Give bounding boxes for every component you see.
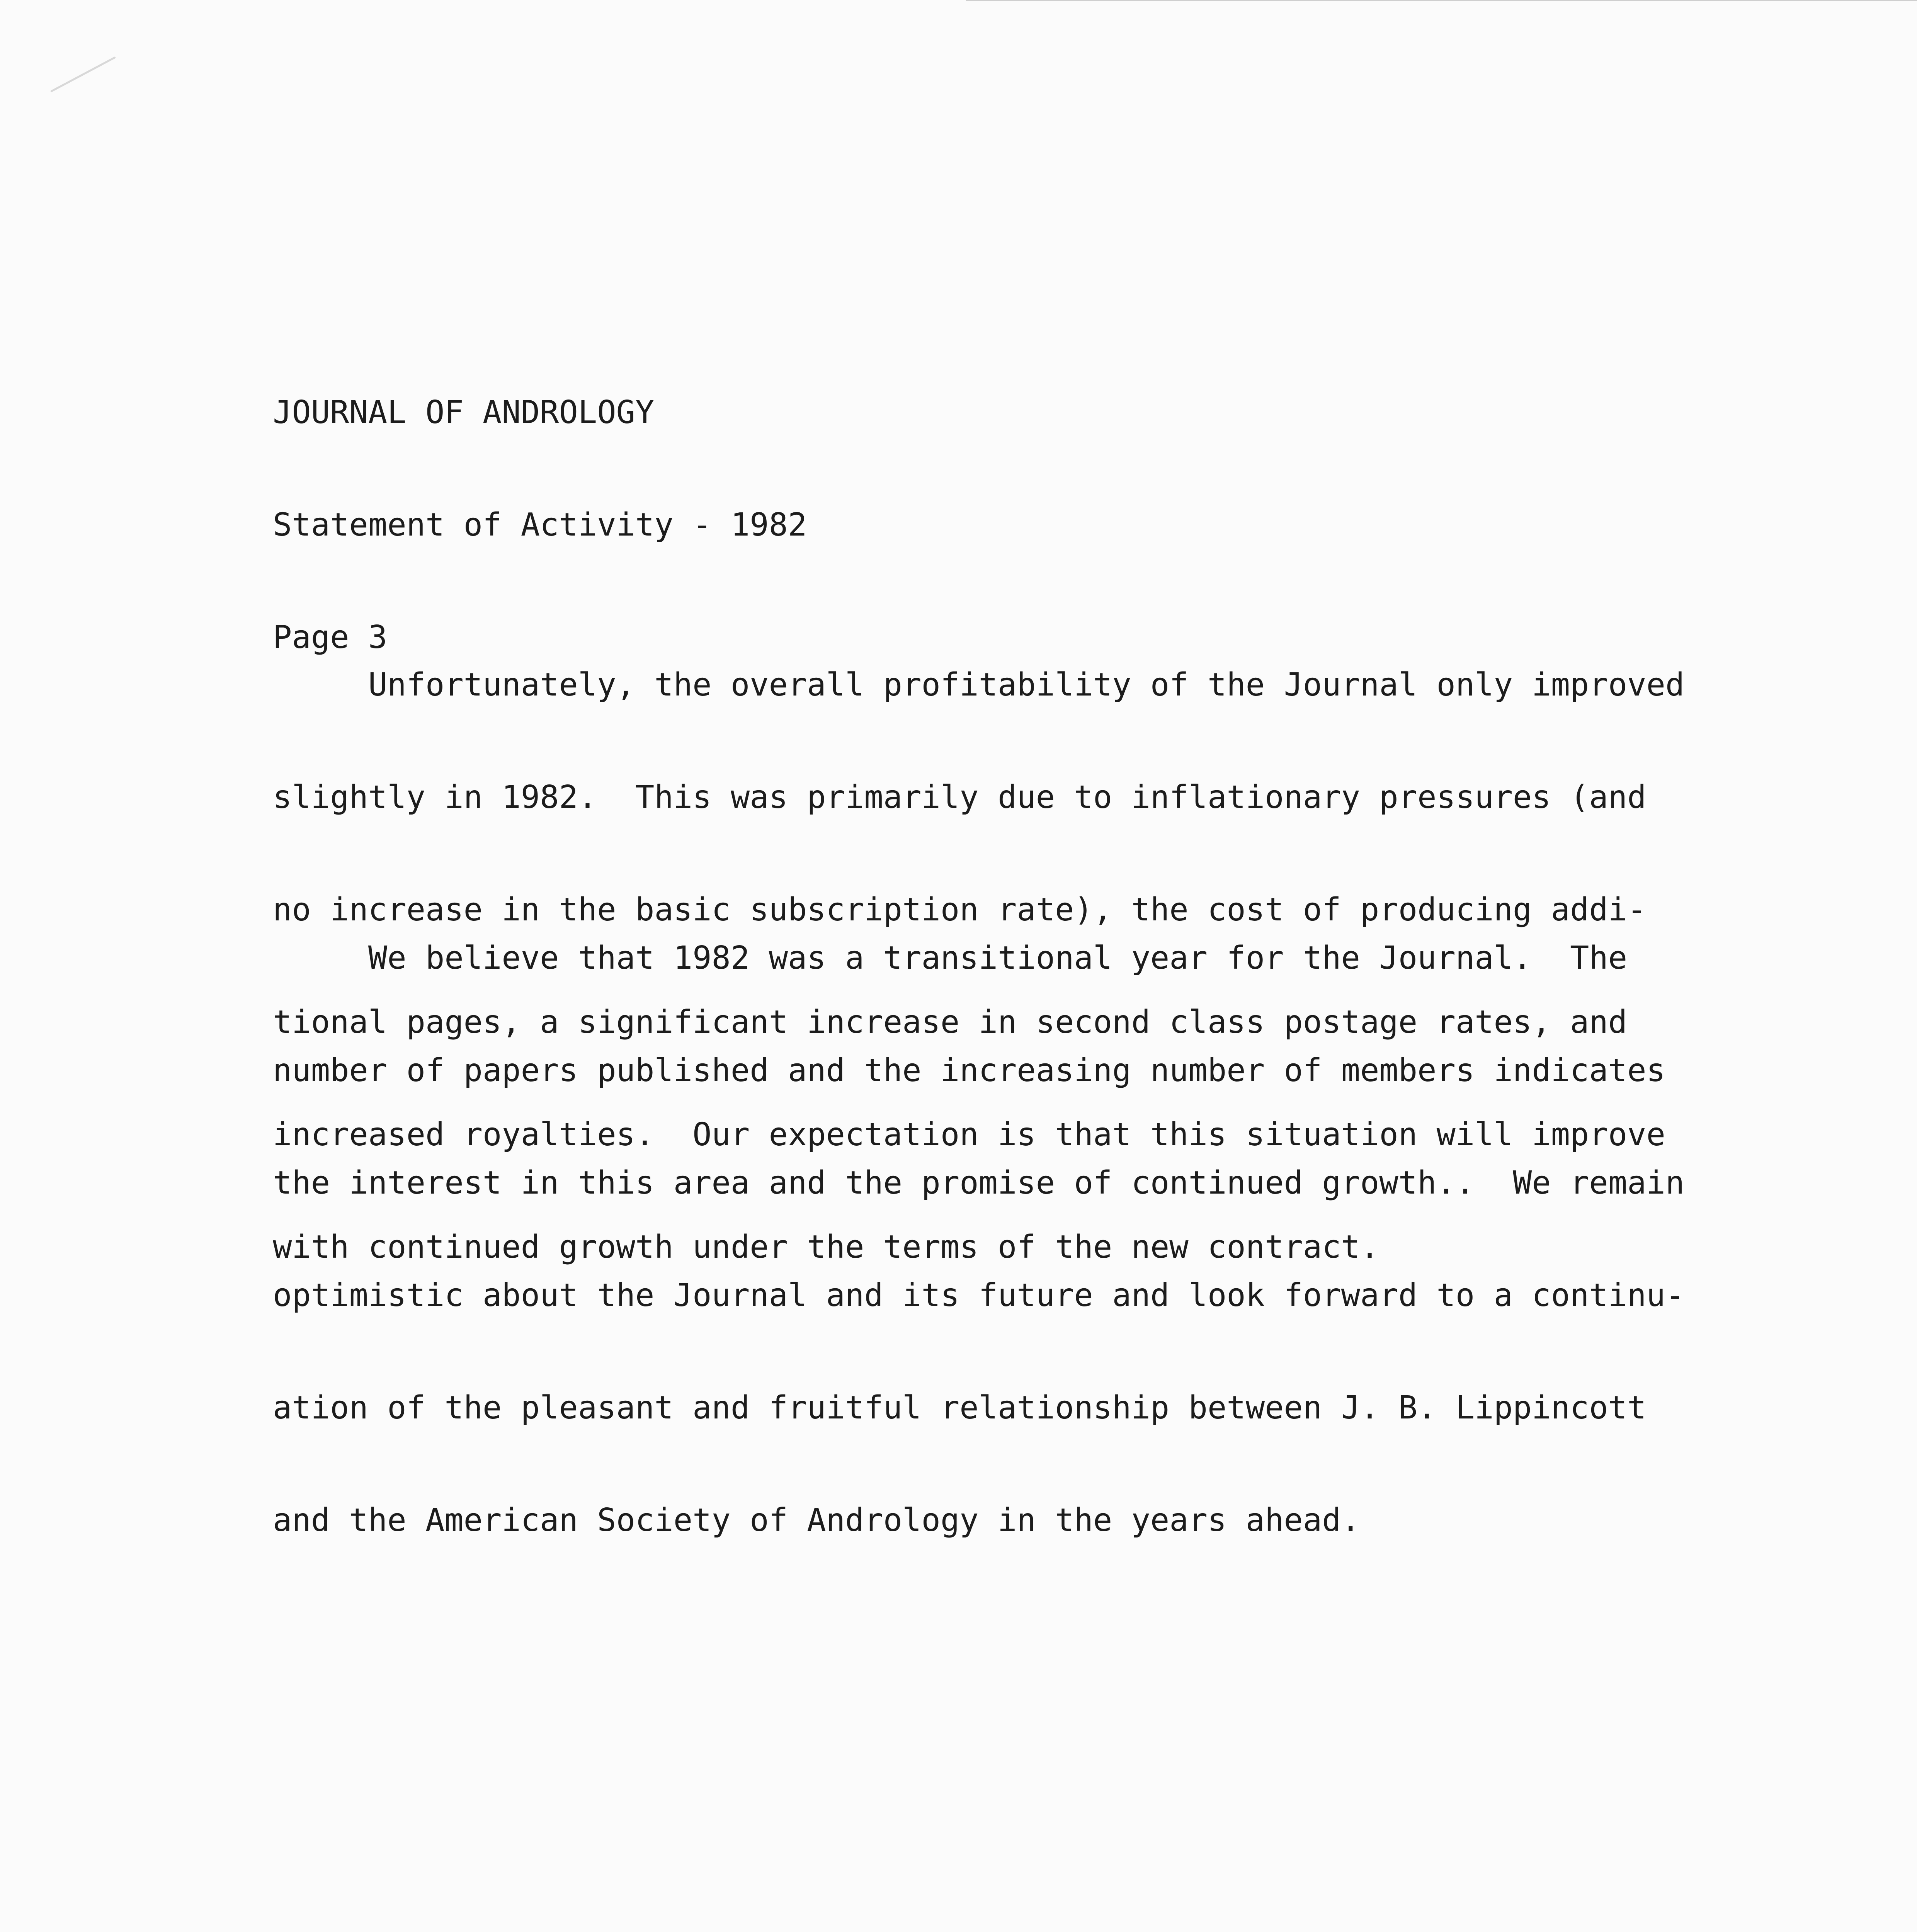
paragraph-line: tional pages, a significant increase in second class postage rates, and [273, 1004, 1628, 1041]
paragraph-line: with continued growth under the terms of the new contract. [273, 1229, 1379, 1265]
paragraph-line: increased royalties. Our expectation is that this situation will improve [273, 1116, 1665, 1153]
paragraph-line: ation of the pleasant and fruitful relationship between J. B. Lippincott [273, 1389, 1647, 1426]
page-edge-line [966, 0, 1917, 1]
paragraph-line: no increase in the basic subscription rate), the cost of producing addi- [273, 891, 1647, 928]
paragraph-line: optimistic about the Journal and its future and look forward to a continu- [273, 1277, 1685, 1314]
paragraph-line: slightly in 1982. This was primarily due to inflationary pressures (and [273, 779, 1647, 816]
paragraph-line: Unfortunately, the overall profitability of the Journal only improved [273, 667, 1685, 703]
paragraph-outlook [273, 864, 1684, 1614]
paragraph-line: We believe that 1982 was a transitional year for the Journal. The [273, 940, 1628, 976]
paragraph-line: number of papers published and the increasing number of members indicates [273, 1052, 1665, 1089]
journal-name: JOURNAL OF ANDROLOGY [273, 394, 655, 431]
paragraph-line: the interest in this area and the promise of continued growth.. We remain [273, 1165, 1685, 1201]
page-number: Page 3 [273, 619, 388, 656]
scan-artifact [50, 56, 116, 93]
statement-title: Statement of Activity - 1982 [273, 507, 807, 543]
paragraph-line: and the American Society of Andrology in the years ahead. [273, 1502, 1360, 1539]
